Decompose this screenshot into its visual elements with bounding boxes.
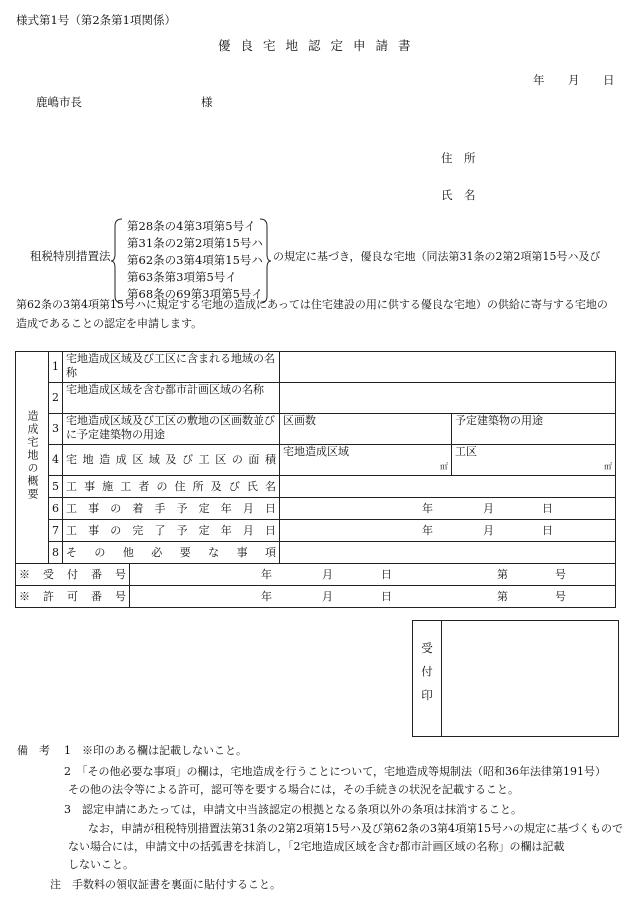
month-label: 月	[322, 590, 333, 603]
month-label: 月	[322, 568, 333, 581]
go-label: 号	[555, 568, 566, 581]
note-line: その他の法令等による許可，認可等を要する場合には，その手続きの状況を記載すること。	[68, 783, 519, 796]
year-label: 年	[261, 590, 272, 603]
lot-count-field[interactable]	[280, 414, 452, 445]
date-day-label: 日	[603, 73, 615, 87]
row-number: 8	[49, 542, 63, 564]
row-label: 宅地造成区域及び工区の敷地の区画数並びに予定建築物の用途	[63, 414, 280, 445]
site-overview-table	[15, 351, 616, 608]
statute-article-list	[127, 218, 263, 303]
note-line: なお，申請が租税特別措置法第31条の2第2項第15号ハ及び第62条の3第4項第15号ハの規定に基づくもので	[88, 822, 623, 835]
footnote: 注 手数料の領収証書を裏面に貼付すること。	[50, 878, 281, 891]
name-label: 氏 名	[441, 188, 476, 202]
month-label: 月	[483, 502, 494, 515]
start-date-field[interactable]	[280, 498, 616, 520]
receipt-stamp-box	[412, 620, 619, 737]
left-brace-icon	[110, 218, 124, 304]
statute-article: 第63条第3項第5号イ	[127, 270, 237, 284]
completion-date-field[interactable]	[280, 520, 616, 542]
statute-article: 第28条の4第3項第5号イ	[127, 219, 256, 233]
receipt-number-field[interactable]	[130, 564, 616, 586]
row-label: 宅地造成区域及び工区に含まれる地域の名称	[63, 352, 280, 383]
day-label: 日	[381, 568, 392, 581]
note-line: ない場合には，申請文中の括弧書を抹消し，「2宅地造成区域を含む都市計画区域の名称」の欄は記載	[68, 840, 565, 853]
row-number: 7	[49, 520, 63, 542]
page-title: 優良宅地認定申請書	[218, 38, 421, 53]
date-year-label: 年	[533, 73, 545, 87]
dai-label: 第	[497, 590, 508, 603]
day-label: 日	[381, 590, 392, 603]
building-use-label: 予定建築物の用途	[455, 414, 543, 427]
note-line: 2 「その他必要な事項」の欄は，宅地造成を行うことについて，宅地造成等規制法（昭和36年法律第191号）	[64, 765, 607, 778]
contractor-field[interactable]	[280, 476, 616, 498]
row-label: 工事の完了予定年月日	[63, 520, 280, 542]
row-number: 5	[49, 476, 63, 498]
statute-article: 第31条の2第2項第15号ハ	[127, 236, 263, 250]
row-label: 工事の着手予定年月日	[63, 498, 280, 520]
statute-text: の規定に基づき，優良な宅地（同法第31条の2第2項第15号ハ及び	[273, 250, 601, 263]
square-meter-unit: ㎡	[604, 462, 612, 471]
addressee: 鹿嶋市長	[36, 95, 82, 109]
address-label: 住 所	[441, 151, 476, 165]
permit-number-label: ※許可番号	[16, 586, 130, 608]
row-label: 宅地造成区域を含む都市計画区域の名称	[63, 383, 280, 414]
square-meter-unit: ㎡	[440, 462, 448, 471]
row-label: 宅地造成区域及び工区の面積	[63, 445, 280, 476]
site-area-field[interactable]	[280, 445, 452, 476]
notes-heading: 備 考	[17, 744, 50, 757]
statute-article: 第68条の69第3項第5号イ	[127, 287, 263, 301]
building-use-field[interactable]	[452, 414, 616, 445]
planning-area-field[interactable]	[280, 383, 616, 414]
receipt-stamp-label: 受付印	[413, 621, 442, 737]
row-number: 6	[49, 498, 63, 520]
row-label: その他必要な事項	[63, 542, 280, 564]
section-area-label: 工区	[455, 445, 477, 458]
month-label: 月	[483, 524, 494, 537]
section-area-field[interactable]	[452, 445, 616, 476]
permit-number-field[interactable]	[130, 586, 616, 608]
site-overview-label: 造成宅地の概要	[16, 352, 49, 564]
row-number: 4	[49, 445, 63, 476]
day-label: 日	[542, 524, 553, 537]
go-label: 号	[555, 590, 566, 603]
area-name-field[interactable]	[280, 352, 616, 383]
note-line: しないこと。	[68, 858, 134, 871]
statute-article: 第62条の3第4項第15号ハ	[127, 253, 263, 267]
note-line: 1 ※印のある欄は記載しないこと。	[64, 744, 247, 757]
right-brace-icon	[258, 218, 272, 304]
year-label: 年	[422, 524, 433, 537]
addressee-honorific: 様	[201, 95, 213, 109]
note-line: 3 認定申請にあたっては，申請文中当該認定の根拠となる条項以外の条項は抹消すること。	[64, 803, 522, 816]
site-area-label: 宅地造成区域	[283, 445, 349, 458]
lot-count-label: 区画数	[283, 414, 316, 427]
year-label: 年	[422, 502, 433, 515]
receipt-stamp-area[interactable]	[442, 621, 619, 737]
year-label: 年	[261, 568, 272, 581]
row-label: 工事施工者の住所及び氏名	[63, 476, 280, 498]
row-number: 2	[49, 383, 63, 414]
application-paragraph: 第62条の3第4項第15号ハに規定する宅地の造成にあっては住宅建設の用に供する優良な宅地）の供給に寄与する宅地の造成であることの認定を申請します。	[16, 298, 608, 330]
row-number: 3	[49, 414, 63, 445]
dai-label: 第	[497, 568, 508, 581]
form-number: 様式第1号（第2条第1項関係）	[16, 13, 176, 27]
date-month-label: 月	[568, 73, 580, 87]
row-number: 1	[49, 352, 63, 383]
statute-law-name: 租税特別措置法	[30, 249, 111, 263]
other-matters-field[interactable]	[280, 542, 616, 564]
day-label: 日	[542, 502, 553, 515]
receipt-number-label: ※受付番号	[16, 564, 130, 586]
